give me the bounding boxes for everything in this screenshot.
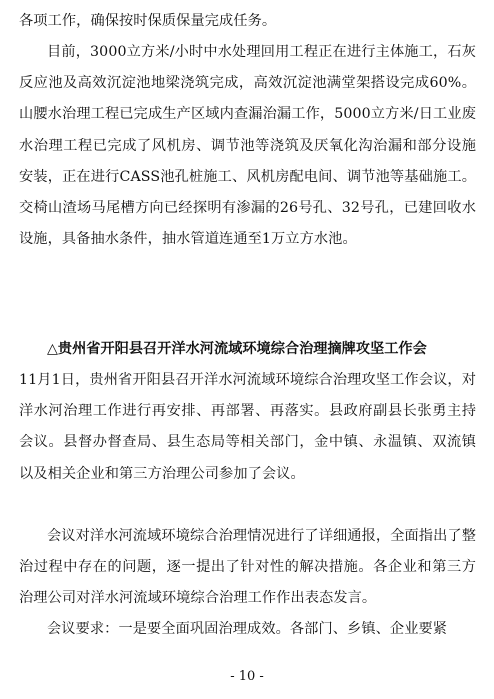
paragraph-meeting-summary: 会议对洋水河流域环境综合治理情况进行了详细通报，全面指出了整治过程中存在的问题，逐一提出了针对性的解决措施。各企业和第三方治理公司对洋水河流域环境综合治理工作作出表态发言。 (19, 528, 476, 607)
page-number: - 10 - (230, 669, 264, 684)
section-heading: △贵州省开阳县召开洋水河流域环境综合治理摘牌攻坚工作会 (47, 341, 427, 357)
paragraph-continuation: 各项工作，确保按时保质保量完成任务。 (19, 13, 277, 29)
paragraph-meeting-intro: 11月1日，贵州省开阳县召开洋水河流域环境综合治理攻坚工作会议，对洋水河治理工作进行再安排、再部署、再落实。县政府副县长张勇主持会议。县督办督查局、县生态局等相关部门，金中镇、永温镇、双流镇以及相关企业和第三方治理公司参加了会议。 (19, 372, 476, 482)
paragraph-progress-report: 目前，3000立方米/小时中水处理回用工程正在进行主体施工，石灰反应池及高效沉淀池地梁浇筑完成，高效沉淀池满堂架搭设完成60%。山腰水治理工程已完成生产区域内查漏治漏工作，5000立方米/日工业废水治理工程已完成了风机房、调节池等浇筑及厌氧化沟治漏和部分设施安装，正在进行CASS池孔桩施工、风机房配电间、调节池等基础施工。交椅山渣场马尾槽方向已经探明有渗漏的26号孔、32号孔，已建回收水设施，具备抽水条件，抽水管道连通至1万立方水池。 (19, 44, 476, 248)
paragraph-meeting-requirements: 会议要求：一是要全面巩固治理成效。各部门、乡镇、企业要紧 (47, 621, 448, 637)
